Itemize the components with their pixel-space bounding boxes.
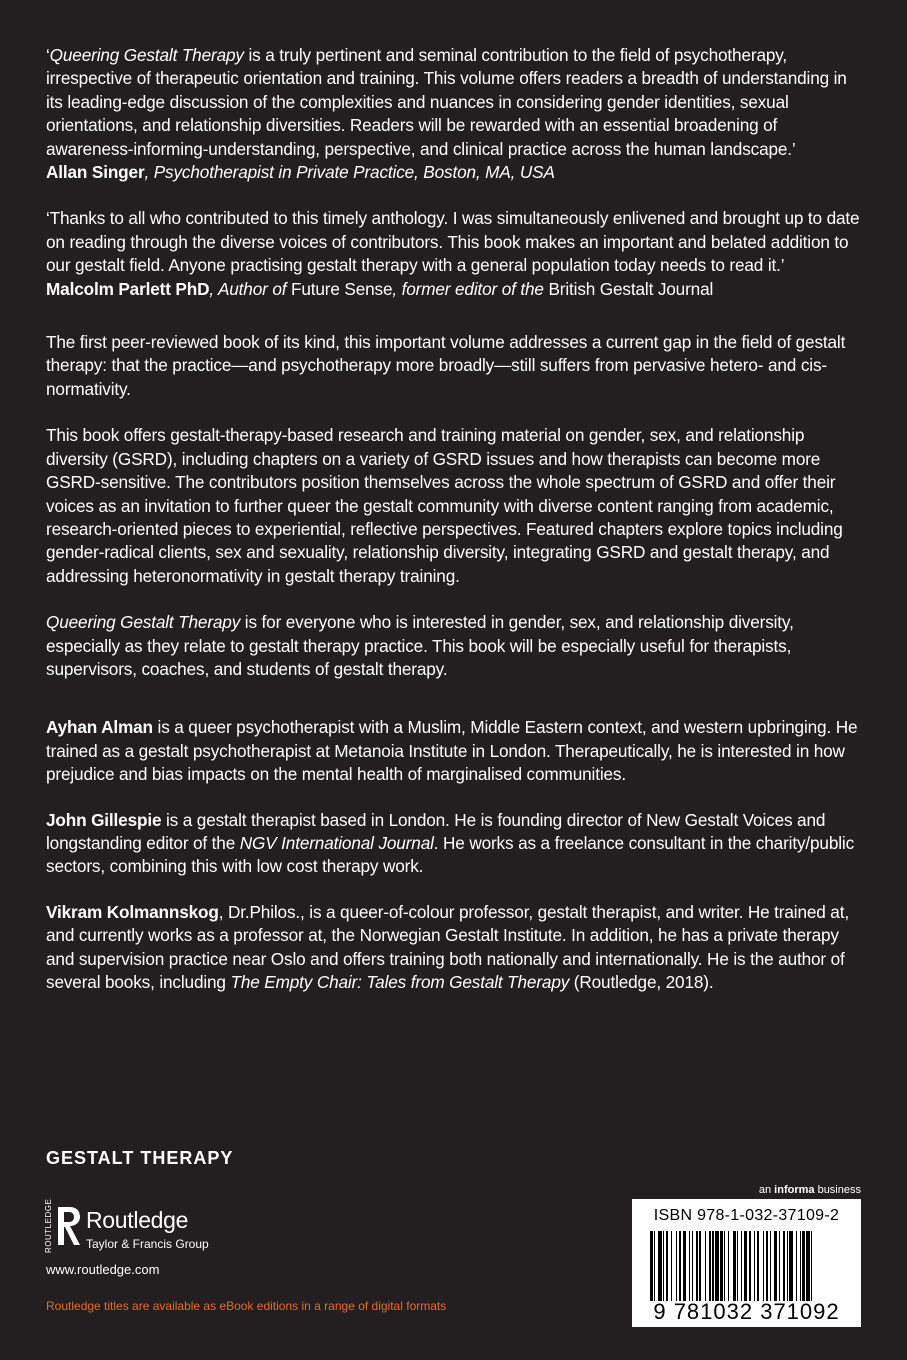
- barcode-bar: [779, 1231, 780, 1301]
- bio-text-2b: . He works as a freelance consultant in the charity/public sectors, combining this with low cost therapy work.: [46, 832, 855, 877]
- description-p3-text: is for everyone who is interested in gender, sex, and relationship diversity, especially as they relate to gestalt therapy practice. This book will be especially useful for therapists, supervisors, coaches, and students of gestalt therapy.: [46, 612, 794, 679]
- barcode-bar: [712, 1231, 713, 1301]
- barcode-bar: [770, 1231, 771, 1301]
- logo-side-text: [42, 1198, 56, 1255]
- endorser-role-2d: British Gestalt Journal: [548, 278, 714, 299]
- barcode-bar: [715, 1231, 719, 1301]
- barcode-digits: 9 781032 371092: [653, 1299, 840, 1324]
- isbn-number: ISBN 978-1-032-37109-2: [653, 1207, 840, 1224]
- bio-name-2: John Gillespie: [46, 809, 162, 830]
- barcode-bar: [733, 1231, 736, 1301]
- logo-side-label: ROUTLEDGE: [44, 1198, 53, 1253]
- series-name: GESTALT THERAPY: [46, 1148, 234, 1168]
- bio-text-1: is a queer psychotherapist with a Muslim, Middle Eastern context, and western upbringing. He trained as a gestalt psychotherapist at Metanoia Institute in London. Therapeutically, he is interested in how prejudice and bias impacts on the mental health of marginalised communities.: [46, 717, 858, 785]
- routledge-r-icon: [56, 1205, 82, 1247]
- barcode-bar: [737, 1231, 738, 1301]
- description-book-title: Queering Gestalt Therapy: [46, 612, 241, 633]
- barcode-bar: [689, 1231, 690, 1301]
- barcode-bar: [741, 1231, 742, 1301]
- endorser-name-2: Malcolm Parlett PhD: [46, 278, 210, 299]
- routledge-logo: [42, 1198, 242, 1263]
- description-paragraph-1: The first peer-reviewed book of its kind, this important volume addresses a current gap in the field of gestalt therapy: that the practice—and psychotherapy more broadly—still suffers from pervasive hetero- and cis-normativity.: [46, 332, 846, 399]
- barcode-bar: [796, 1231, 797, 1301]
- publisher-website[interactable]: www.routledge.com: [46, 1262, 160, 1277]
- barcode-bar: [783, 1231, 786, 1301]
- bio-text-2a: is a gestalt therapist based in London. He is founding director of New Gestalt Voices and longstanding editor of the: [46, 809, 826, 853]
- barcode-bar: [658, 1231, 662, 1301]
- barcode-bar: [709, 1231, 712, 1301]
- endorser-role-2a: , Author of: [209, 278, 291, 299]
- barcode-bar: [787, 1231, 788, 1301]
- bio-name-3: Vikram Kolmannskog: [46, 901, 219, 922]
- barcode-bar: [728, 1231, 729, 1301]
- barcode-bar: [724, 1231, 725, 1301]
- barcode-bar: [699, 1231, 700, 1301]
- quote-1-text: is a truly pertinent and seminal contribution to the field of psychotherapy, irrespective of therapeutic orientation and training. This volume offers readers a breadth of understanding in its leading-edge discussion of the complexities and nuances in considering gender identities, sexual orientations, and relationship diversities. Readers will be rewarded with an essential broadening of awareness-informing-understanding, perspective, and clinical practice across the human landscape.’: [46, 45, 847, 159]
- ebook-note: Routledge titles are available as eBook editions in a range of digital formats: [46, 1299, 447, 1313]
- barcode-bar: [802, 1231, 805, 1301]
- barcode-bar: [774, 1231, 778, 1301]
- publisher-group: Taylor & Francis Group: [86, 1237, 209, 1251]
- book-title-italic: Queering Gestalt Therapy: [49, 45, 244, 65]
- endorsement-quote-1: [46, 44, 866, 184]
- barcode-bar: [650, 1231, 653, 1301]
- publisher-name: Routledge: [86, 1207, 189, 1233]
- back-cover-text: [46, 44, 866, 1016]
- description-paragraph-2: This book offers gestalt-therapy-based research and training material on gender, sex, and relationship diversity (GSRD), including chapters on a variety of GSRD issues and how therapists can become more GSRD-sensitive. The contributors position themselves across the whole spectrum of GSRD and offer their voices as an invitation to further queer the gestalt community with diverse content ranging from academic, research-oriented pieces to experiential, reflective perspectives. Featured chapters explore topics including gender-radical clients, sex and sexuality, relationship diversity, integrating GSRD and gestalt therapy, and addressing heteronormativity in gestalt therapy training.: [46, 425, 843, 586]
- barcode-bar: [749, 1231, 752, 1301]
- barcode-bar: [663, 1231, 664, 1301]
- bio-text-3b: (Routledge, 2018).: [569, 972, 714, 992]
- barcode-bar: [766, 1231, 769, 1301]
- barcode-bar: [789, 1231, 793, 1301]
- barcode-bar: [654, 1231, 655, 1301]
- barcode-bar: [666, 1231, 669, 1301]
- barcode-bar: [811, 1231, 812, 1301]
- quote-open-mark: ‘: [46, 45, 50, 65]
- endorser-role-2b: Future Sense: [290, 278, 393, 299]
- bio-text-3a: , Dr.Philos., is a queer-of-colour professor, gestalt therapist, and writer. He trained at, and currently works as a professor at, the Norwegian Gestalt Institute. In addition, he has a private therapy and supervision practice near Oslo and offers training both nationally and internationally. He is the author of several books, including: [46, 901, 849, 992]
- barcode-bar: [763, 1231, 764, 1301]
- barcode-bar: [744, 1231, 748, 1301]
- informa-tagline: [759, 1184, 861, 1196]
- barcode-bar: [676, 1231, 677, 1301]
- barcode-bars: [644, 1231, 851, 1309]
- barcode-bar: [757, 1231, 760, 1301]
- endorser-role-1: , Psychotherapist in Private Practice, Boston, MA, USA: [144, 162, 555, 183]
- barcode-bar: [754, 1231, 755, 1301]
- endorsement-quote-2: [46, 207, 866, 301]
- barcode-bar: [806, 1231, 810, 1301]
- quote-2-text: ‘Thanks to all who contributed to this timely anthology. I was simultaneously enlivened and brought up to date on reading through the diverse voices of contributors. This book makes an important and belated addition to our gestalt field. Anyone practising gestalt therapy with a general population today needs to read it.’: [46, 208, 860, 276]
- barcode-bar: [679, 1231, 682, 1301]
- barcode-bar: [692, 1231, 693, 1301]
- description-paragraph-3: [46, 611, 866, 681]
- bio-book-title: The Empty Chair: Tales from Gestalt Therapy: [230, 972, 570, 992]
- isbn-barcode: [632, 1199, 861, 1327]
- bio-john-gillespie: [46, 809, 866, 879]
- barcode-bar: [671, 1231, 672, 1301]
- bio-vikram-kolmannskog: [46, 901, 866, 995]
- barcode-bar: [683, 1231, 687, 1301]
- bio-name-1: Ayhan Alman: [46, 717, 153, 738]
- endorser-role-2c: , former editor of the: [392, 278, 549, 299]
- informa-a: an: [758, 1184, 775, 1196]
- informa-c: business: [814, 1184, 861, 1196]
- barcode-bar: [720, 1231, 723, 1301]
- endorser-name-1: Allan Singer: [46, 162, 145, 183]
- informa-b: informa: [774, 1184, 815, 1196]
- barcode-bar: [800, 1231, 801, 1301]
- bio-journal-title: NGV International Journal: [239, 832, 434, 853]
- bio-ayhan-alman: [46, 716, 866, 786]
- barcode-bar: [696, 1231, 699, 1301]
- barcode-bar: [705, 1231, 706, 1301]
